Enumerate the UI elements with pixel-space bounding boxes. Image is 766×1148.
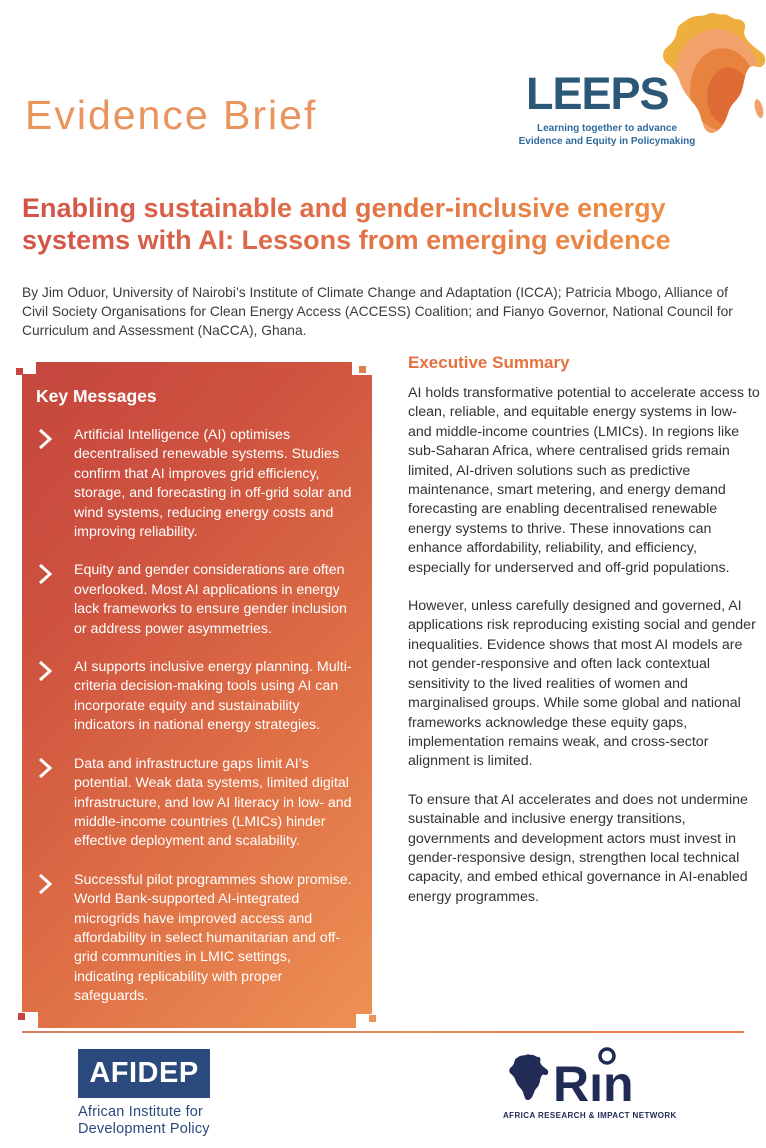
chevron-icon	[38, 660, 62, 736]
summary-paragraph: To ensure that AI accelerates and does not undermine sustainable and inclusive energy transitions, governments and development actors must invest in gender-responsive design, strengthen local technical capacity, and embed ethical governance in AI-enabled energy programmes.	[408, 791, 748, 905]
key-message-item	[36, 658, 358, 736]
brief-type-label: Evidence Brief	[25, 92, 318, 138]
summary-paragraph: AI holds transformative potential to accelerate access to clean, reliable, and equitable energy systems in low- and middle-income countries (LMICs). In regions like sub-Saharan Africa, where centralised grids remain limited, AI-driven solutions such as predictive maintenance, smart metering, and energy demand forecasting are enabling decentralised renewable energy systems to thrive. These innovations can enhance affordability, reliability, and efficiency, especially for underserved and off-grid populations.	[408, 385, 760, 576]
key-messages-panel	[22, 362, 372, 1028]
arin-wordmark	[503, 1046, 671, 1104]
page-title-line-1: Enabling sustainable and gender-inclusive energy	[22, 193, 666, 223]
byline: By Jim Oduor, University of Nairobi’s Institute of Climate Change and Adaptation (ICCA); Patricia Mbogo, Alliance of Civil Society Organisations for Clean Energy Access (ACCESS) Coalition; and Fianyo Governor, National Council for Curriculum and Assessment (NaCCA), Ghana.	[22, 285, 733, 338]
page-title	[22, 192, 760, 256]
leeps-tagline-line2: Evidence and Equity in Policymaking	[518, 136, 696, 147]
africa-blob-icon	[509, 1054, 548, 1100]
key-message-text: AI supports inclusive energy planning. Multi-criteria decision-making tools using AI can incorporate equity and sustainability indicators in national energy strategies.	[74, 659, 352, 734]
arin-caption: AFRICA RESEARCH & IMPACT NETWORK	[503, 1111, 677, 1120]
afidep-acronym: AFIDEP	[89, 1057, 199, 1089]
afidep-name-line2: Development Policy	[78, 1121, 210, 1137]
svg-text:Rın: Rın	[553, 1056, 634, 1104]
afidep-name	[78, 1104, 210, 1138]
corner-notch-top-left	[22, 362, 36, 374]
corner-pixel-top-right	[359, 366, 366, 373]
key-message-item	[36, 426, 358, 542]
chevron-icon	[38, 757, 62, 852]
key-message-text: Successful pilot programmes show promise. World Bank-supported AI-integrated microgrids have improved access and affordability in select humanitarian and off-grid communities in LMIC settings, indicating replicability with proper safeguards.	[74, 871, 352, 1005]
key-message-text: Artificial Intelligence (AI) optimises decentralised renewable systems. Studies confirm that AI improves grid efficiency, storage, and forecasting in off-grid solar and wind systems, reducing energy costs and improving reliability.	[74, 427, 352, 541]
key-message-text: Data and infrastructure gaps limit AI’s potential. Weak data systems, limited digital infrastructure, and low AI literacy in low- and middle-income countries (LMICs) hinder effective deployment and scalability.	[74, 755, 352, 850]
page-title-line-2: systems with AI: Lessons from emerging evidence	[22, 225, 671, 255]
leeps-tagline-line1: Learning together to advance	[536, 123, 678, 134]
leeps-wordmark: LEEPS	[526, 68, 669, 119]
arin-logo	[503, 1046, 677, 1120]
corner-pixel-bottom-right	[369, 1015, 376, 1022]
executive-summary-section	[408, 353, 760, 926]
afidep-name-line1: African Institute for	[78, 1104, 204, 1120]
footer-divider	[22, 1031, 744, 1033]
key-messages-heading: Key Messages	[36, 386, 157, 406]
afidep-logo-box	[78, 1049, 210, 1098]
summary-paragraph: However, unless carefully designed and governed, AI applications risk reproducing existing social and gender inequalities. Evidence shows that most AI models are not gender-responsive and often lack contextual sensitivity to the lived realities of women and marginalised groups. While some global and national frameworks acknowledge these equity gaps, implementation remains weak, and cross-sector alignment is limited.	[408, 598, 756, 770]
key-message-item	[36, 561, 358, 639]
key-message-item	[36, 871, 358, 1007]
key-message-text: Equity and gender considerations are often overlooked. Most AI applications in energy lack frameworks to ensure gender inclusion or address power asymmetries.	[74, 562, 347, 637]
chevron-icon	[38, 873, 62, 1007]
corner-pixel-bottom-left	[18, 1013, 25, 1020]
corner-pixel-top-left	[16, 368, 23, 375]
executive-summary-heading: Executive Summary	[408, 353, 570, 372]
chevron-icon	[38, 428, 62, 542]
key-message-item	[36, 755, 358, 852]
leeps-logo	[518, 12, 766, 154]
afidep-logo	[78, 1049, 210, 1138]
chevron-icon	[38, 563, 62, 639]
